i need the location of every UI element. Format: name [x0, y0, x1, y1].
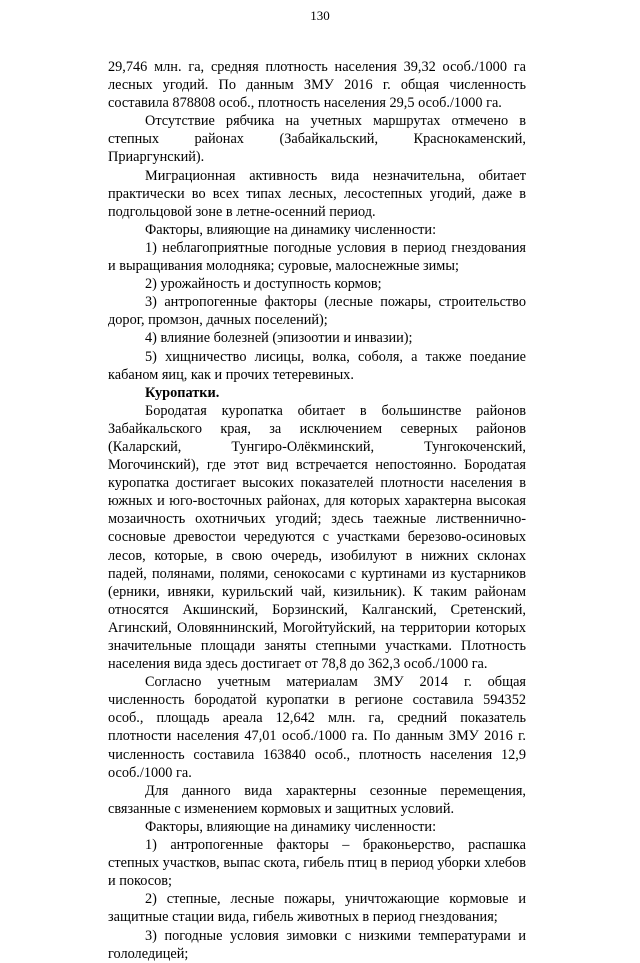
list-item: 2) урожайность и доступность кормов; [145, 276, 382, 293]
document-body [108, 58, 526, 963]
paragraph: Факторы, влияющие на динамику численности: [145, 221, 437, 238]
paragraph: Согласно учетным материалам ЗМУ 2014 г. общая численность бородатой куропатки в регионе составила 594352 особ., площадь ареала 12,642 млн. га, средний показатель плотности населения 47,01 особ./1000 га. По данным ЗМУ 2016 г. численность составила 163840 особ., плотность населения 12,9 особ./1000 га. [108, 674, 526, 781]
list-item: 3) погодные условия зимовки с низкими температурами и гололедицей; [108, 927, 526, 962]
paragraph: Факторы, влияющие на динамику численности: [145, 818, 437, 835]
list-item: 1) неблагоприятные погодные условия в период гнездования и выращивания молодняка; суровые, малоснежные зимы; [108, 239, 526, 275]
list-item: 5) хищничество лисицы, волка, соболя, а также поедание кабаном яиц, как и прочих тетеревиных. [108, 348, 526, 383]
paragraph: 29,746 млн. га, средняя плотность населения 39,32 особ./1000 га лесных угодий. По данным ЗМУ 2016 г. общая численность составила 878808 особ., плотность населения 29,5 особ./1000 га. [108, 59, 526, 112]
list-item: 2) степные, лесные пожары, уничтожающие кормовые и защитные стации вида, гибель животных в период гнездования; [108, 891, 526, 926]
list-item: 3) антропогенные факторы (лесные пожары, строительство дорог, промзон, дачных поселений); [108, 294, 526, 329]
page-number: 130 [310, 8, 330, 23]
paragraph: Бородатая куропатка обитает в большинстве районов Забайкальского края, за исключением северных районов (Каларский, Тунгиро-Олёкминский, Тунгокоченский, Могочинский), где этот вид встречается непостоянно. Бородатая куропатка достигает высоких показателей плотности населения в южных и юго-восточных районах, для которых характерна высокая мозаичность охотничьих угодий; здесь таежные лиственнично-сосновые древостои чередуются с участками березово-осиновых лесов, которые, в свою очередь, изобилуют в нижних склонах падей, полянами, полями, сенокосами с куртинами из кустарников (ерники, ивняки, курильский чай, кизильник). К таким районам относятся Акшинский, Борзинский, Калганский, Сретенский, Агинский, Оловяннинский, Могойтуйский, на территории которых значительные площади заняты степными участками. Плотность населения вида здесь достигает от 78,8 до 362,3 особ./1000 га. [108, 402, 526, 673]
paragraph: Отсутствие рябчика на учетных маршрутах отмечено в степных районах (Забайкальский, Краснокаменский, Приаргунский). [108, 113, 526, 166]
list-item: 4) влияние болезней (эпизоотии и инвазии); [145, 330, 413, 347]
list-item: 1) антропогенные факторы – браконьерство, распашка степных участков, выпас скота, гибель птиц в период уборки хлебов и покосов; [108, 837, 526, 890]
paragraph: Миграционная активность вида незначительна, обитает практически во всех типах лесных, лесостепных угодий, даже в подгольцовой зоне в летне-осенний период. [108, 167, 526, 220]
section-heading: Куропатки. [145, 384, 220, 401]
paragraph: Для данного вида характерны сезонные перемещения, связанные с изменением кормовых и защитных условий. [108, 782, 526, 817]
